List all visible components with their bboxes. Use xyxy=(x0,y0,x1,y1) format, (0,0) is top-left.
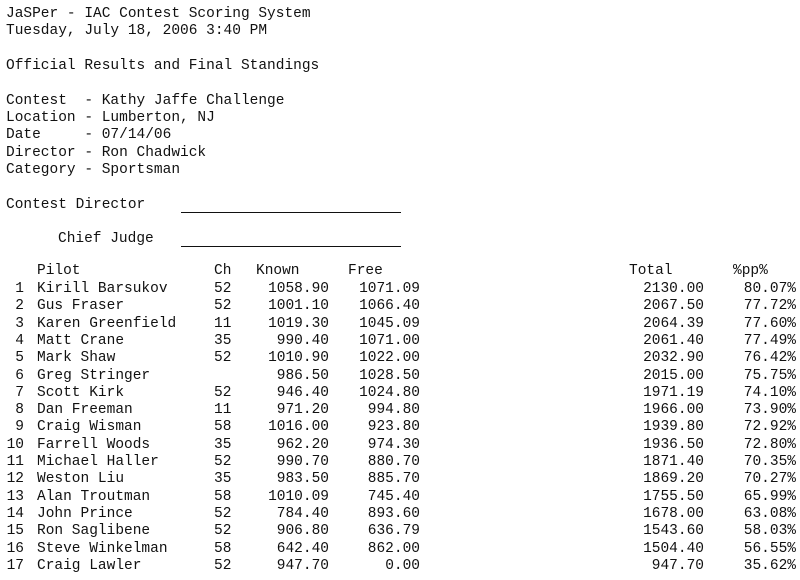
table-row xyxy=(0,437,800,454)
pilot-name: Weston Liu xyxy=(37,471,125,488)
total-score: 1971.19 xyxy=(643,384,704,401)
percent-possible: 70.27% xyxy=(743,471,796,488)
known-score: 1010.90 xyxy=(268,350,329,367)
total-score: 1869.20 xyxy=(643,471,704,488)
percent-possible: 77.49% xyxy=(743,332,796,349)
table-row xyxy=(0,523,800,540)
total-score: 2064.39 xyxy=(643,315,704,332)
row-number: 9 xyxy=(15,419,24,436)
known-score: 1001.10 xyxy=(268,298,329,315)
known-score: 986.50 xyxy=(276,367,329,384)
chapter: 35 xyxy=(214,471,232,488)
pilot-name: Kirill Barsukov xyxy=(37,281,168,297)
percent-possible: 56.55% xyxy=(743,540,796,557)
report-title: Official Results and Final Standings xyxy=(6,58,320,74)
chapter: 58 xyxy=(214,419,232,436)
free-score: 1024.80 xyxy=(359,384,420,401)
pilot-name: John Prince xyxy=(37,505,133,522)
known-score: 642.40 xyxy=(276,540,329,557)
contest-name: Contest - Kathy Jaffe Challenge xyxy=(6,93,285,109)
known-score: 906.80 xyxy=(276,523,329,540)
table-row xyxy=(0,419,800,436)
percent-possible: 80.07% xyxy=(743,281,796,297)
contest-date: Date - 07/14/06 xyxy=(6,127,172,143)
row-number: 13 xyxy=(6,488,24,505)
free-score: 862.00 xyxy=(367,540,420,557)
row-number: 5 xyxy=(15,350,24,367)
percent-possible: 74.10% xyxy=(743,384,796,401)
free-score: 1071.09 xyxy=(359,281,420,297)
contest-director: Director - Ron Chadwick xyxy=(6,145,207,161)
chapter: 58 xyxy=(214,488,232,505)
chapter: 52 xyxy=(214,523,232,540)
table-row xyxy=(0,402,800,419)
free-score: 745.40 xyxy=(367,488,420,505)
table-row xyxy=(0,454,800,471)
contest-director-label: Contest Director xyxy=(6,197,146,213)
pilot-name: Farrell Woods xyxy=(37,436,151,453)
row-number: 11 xyxy=(6,454,24,470)
percent-possible: 65.99% xyxy=(743,488,796,505)
known-score: 990.40 xyxy=(276,332,329,349)
table-row xyxy=(0,541,800,558)
percent-possible: 58.03% xyxy=(743,523,796,540)
free-score: 885.70 xyxy=(367,471,420,488)
total-score: 1871.40 xyxy=(643,454,704,470)
known-score: 784.40 xyxy=(276,505,329,522)
table-row xyxy=(0,385,800,402)
header-pilot: Pilot xyxy=(37,263,81,279)
total-score: 947.70 xyxy=(651,557,704,574)
chapter: 58 xyxy=(214,540,232,557)
free-score: 636.79 xyxy=(367,523,420,540)
header-free: Free xyxy=(348,263,383,279)
total-score: 1936.50 xyxy=(643,436,704,453)
known-score: 971.20 xyxy=(276,402,329,419)
pilot-name: Alan Troutman xyxy=(37,488,151,505)
percent-possible: 63.08% xyxy=(743,505,796,522)
table-row xyxy=(0,298,800,315)
table-row xyxy=(0,368,800,385)
row-number: 14 xyxy=(6,505,24,522)
table-row xyxy=(0,350,800,367)
total-score: 1939.80 xyxy=(643,419,704,436)
free-score: 0.00 xyxy=(385,557,420,574)
contest-director-signature-line xyxy=(181,212,401,213)
row-number: 10 xyxy=(6,436,24,453)
free-score: 1028.50 xyxy=(359,367,420,384)
table-row xyxy=(0,558,800,575)
known-score: 1058.90 xyxy=(268,281,329,297)
row-number: 8 xyxy=(15,402,24,419)
free-score: 893.60 xyxy=(367,505,420,522)
free-score: 1071.00 xyxy=(359,332,420,349)
table-row xyxy=(0,333,800,350)
chapter: 52 xyxy=(214,454,232,470)
total-score: 2067.50 xyxy=(643,298,704,315)
table-row xyxy=(0,316,800,333)
timestamp: Tuesday, July 18, 2006 3:40 PM xyxy=(6,23,268,39)
known-score: 962.20 xyxy=(276,436,329,453)
total-score: 2015.00 xyxy=(643,367,704,384)
free-score: 1045.09 xyxy=(359,315,420,332)
pilot-name: Dan Freeman xyxy=(37,402,133,419)
chapter: 52 xyxy=(214,557,232,574)
chapter: 52 xyxy=(214,281,232,297)
contest-category: Category - Sportsman xyxy=(6,162,181,178)
header-ch: Ch xyxy=(214,263,232,279)
chapter: 35 xyxy=(214,332,232,349)
known-score: 983.50 xyxy=(276,471,329,488)
known-score: 947.70 xyxy=(276,557,329,574)
pilot-name: Craig Wisman xyxy=(37,419,142,436)
free-score: 1022.00 xyxy=(359,350,420,367)
known-score: 1016.00 xyxy=(268,419,329,436)
table-row xyxy=(0,489,800,506)
percent-possible: 73.90% xyxy=(743,402,796,419)
percent-possible: 75.75% xyxy=(743,367,796,384)
pilot-name: Matt Crane xyxy=(37,332,125,349)
percent-possible: 76.42% xyxy=(743,350,796,367)
row-number: 12 xyxy=(6,471,24,488)
total-score: 2032.90 xyxy=(643,350,704,367)
chapter: 11 xyxy=(214,402,232,419)
pilot-name: Greg Stringer xyxy=(37,367,151,384)
pilot-name: Scott Kirk xyxy=(37,384,125,401)
header-known: Known xyxy=(256,263,300,279)
chapter: 52 xyxy=(214,350,232,367)
header-total: Total xyxy=(629,263,673,279)
row-number: 2 xyxy=(15,298,24,315)
total-score: 1678.00 xyxy=(643,505,704,522)
pilot-name: Gus Fraser xyxy=(37,298,125,315)
known-score: 990.70 xyxy=(276,454,329,470)
row-number: 15 xyxy=(6,523,24,540)
free-score: 923.80 xyxy=(367,419,420,436)
system-title: JaSPer - IAC Contest Scoring System xyxy=(6,6,311,22)
row-number: 3 xyxy=(15,315,24,332)
chief-judge-label: Chief Judge xyxy=(58,231,154,247)
percent-possible: 35.62% xyxy=(743,557,796,574)
pilot-name: Steve Winkelman xyxy=(37,540,168,557)
chapter: 52 xyxy=(214,505,232,522)
table-row xyxy=(0,281,800,298)
table-row xyxy=(0,506,800,523)
total-score: 2061.40 xyxy=(643,332,704,349)
chief-judge-signature-line xyxy=(181,246,401,247)
percent-possible: 72.80% xyxy=(743,436,796,453)
pilot-name: Craig Lawler xyxy=(37,557,142,574)
known-score: 1010.09 xyxy=(268,488,329,505)
free-score: 880.70 xyxy=(367,454,420,470)
contest-location: Location - Lumberton, NJ xyxy=(6,110,215,126)
row-number: 1 xyxy=(15,281,24,297)
total-score: 1504.40 xyxy=(643,540,704,557)
row-number: 16 xyxy=(6,540,24,557)
free-score: 994.80 xyxy=(367,402,420,419)
percent-possible: 77.60% xyxy=(743,315,796,332)
chapter: 11 xyxy=(214,315,232,332)
free-score: 1066.40 xyxy=(359,298,420,315)
percent-possible: 77.72% xyxy=(743,298,796,315)
pilot-name: Mark Shaw xyxy=(37,350,116,367)
total-score: 1966.00 xyxy=(643,402,704,419)
row-number: 17 xyxy=(6,557,24,574)
row-number: 4 xyxy=(15,332,24,349)
pilot-name: Ron Saglibene xyxy=(37,523,151,540)
percent-possible: 70.35% xyxy=(743,454,796,470)
header-pp: %pp% xyxy=(733,263,768,279)
total-score: 2130.00 xyxy=(643,281,704,297)
total-score: 1543.60 xyxy=(643,523,704,540)
chapter: 35 xyxy=(214,436,232,453)
table-row xyxy=(0,471,800,488)
pilot-name: Karen Greenfield xyxy=(37,315,177,332)
pilot-name: Michael Haller xyxy=(37,454,159,470)
free-score: 974.30 xyxy=(367,436,420,453)
row-number: 6 xyxy=(15,367,24,384)
percent-possible: 72.92% xyxy=(743,419,796,436)
known-score: 946.40 xyxy=(276,384,329,401)
chapter: 52 xyxy=(214,298,232,315)
chapter: 52 xyxy=(214,384,232,401)
row-number: 7 xyxy=(15,384,24,401)
known-score: 1019.30 xyxy=(268,315,329,332)
total-score: 1755.50 xyxy=(643,488,704,505)
